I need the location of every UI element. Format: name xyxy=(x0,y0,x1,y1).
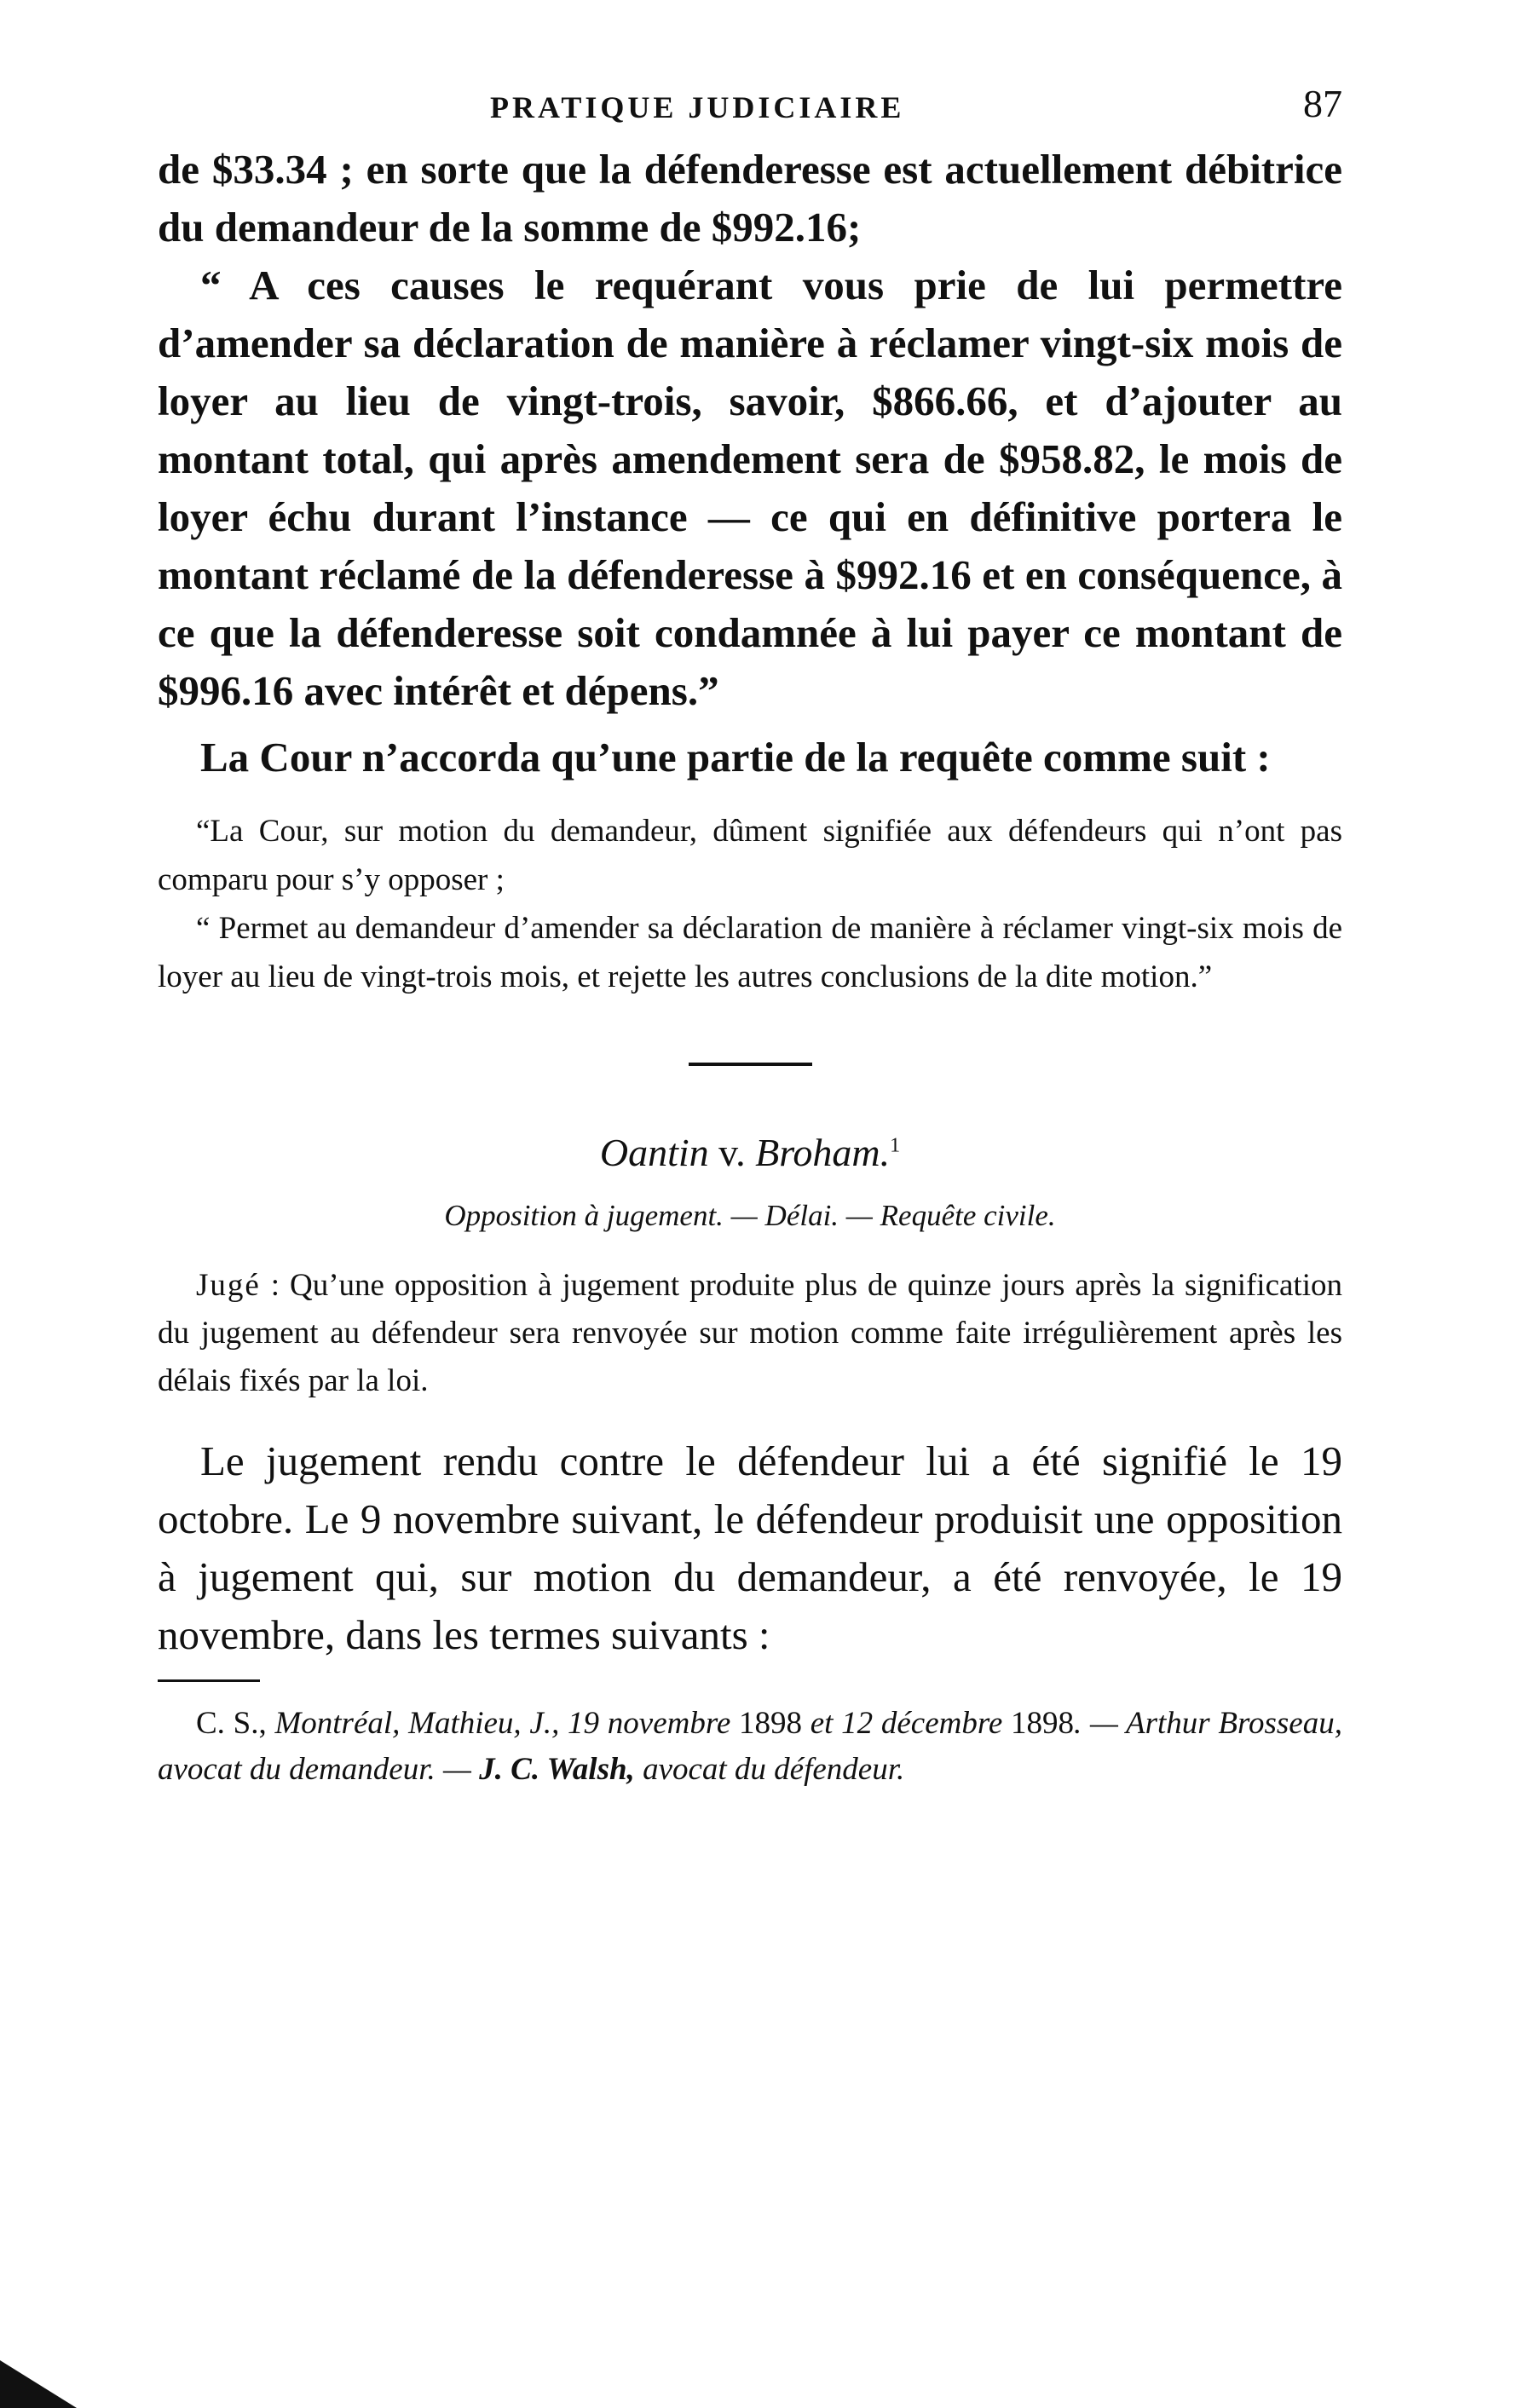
running-title: PRATIQUE JUDICIAIRE xyxy=(490,90,905,124)
narrative-paragraph: Le jugement rendu contre le défendeur lui a été signifié le 19 octobre. Le 9 novembre suivant, le défendeur produisit une opposition à jugement qui, sur motion du demandeur, a été renvoyée, le 19 novembre, dans les termes suivants : xyxy=(158,1437,1342,1658)
footnote-counsel-2-role: avocat du défendeur. xyxy=(634,1752,905,1787)
scan-corner-mark xyxy=(0,2360,77,2408)
case-plaintiff: Oantin xyxy=(599,1131,709,1174)
court-order-quote xyxy=(158,807,1342,1001)
body-paragraph-3: La Cour n’accorda qu’une partie de la requête comme suit : xyxy=(200,734,1271,781)
case-title xyxy=(158,1130,1342,1175)
holding-text: : Qu’une opposition à jugement produite plus de quinze jours après la signification du jugement au défendeur sera renvoyée sur motion comme faite irrégulièrement après les délais fixés par la loi. xyxy=(158,1268,1342,1398)
footnote-counsel-1: . — Arthur Brosseau, avocat du demandeur. — xyxy=(158,1706,1342,1787)
footnote-year-1: 1898 xyxy=(739,1706,803,1741)
footnote xyxy=(158,1701,1342,1793)
quote-paragraph-1: “La Cour, sur motion du demandeur, dûment signifiée aux défendeurs qui n’ont pas comparu pour s’y opposer ; xyxy=(158,814,1342,897)
footnote-court: C. S., xyxy=(196,1706,275,1741)
quote-paragraph-2: “ Permet au demandeur d’amender sa déclaration de manière à réclamer vingt-six mois de loyer au lieu de vingt-trois mois, et rejette les autres conclusions de la dite motion.” xyxy=(158,911,1342,994)
section-divider xyxy=(689,1063,812,1066)
holding-paragraph xyxy=(158,1262,1342,1405)
footnote-counsel-2-name: J. C. Walsh, xyxy=(479,1752,635,1787)
footnote-reference: 1 xyxy=(890,1134,901,1157)
body-paragraph-1: de $33.34 ; en sorte que la défenderesse est actuellement débitrice du demandeur de la somme de $992.16; xyxy=(158,146,1342,251)
case-subtitle: Opposition à jugement. — Délai. — Requête civile. xyxy=(444,1199,1056,1232)
body-paragraph-2: “ A ces causes le requérant vous prie de lui permettre d’amender sa déclaration de manière à réclamer vingt-six mois de loyer au lieu de vingt-trois, savoir, $866.66, et d’ajouter au montant total, qui après amendement sera de $958.82, le mois de loyer échu durant l’instance — ce qui en définitive portera le montant réclamé de la défenderesse à $992.16 et en conséquence, à ce que la défenderesse soit condamnée à lui payer ce montant de $996.16 avec intérêt et dépens.” xyxy=(158,262,1342,714)
footnote-place-judge: Montréal, Mathieu, J., 19 novembre xyxy=(274,1706,740,1741)
footnote-and: et 12 décembre xyxy=(802,1706,1012,1741)
holding-label: Jugé xyxy=(196,1268,261,1303)
book-page xyxy=(158,81,1342,1793)
case-defendant: Broham. xyxy=(755,1131,891,1174)
footnote-rule xyxy=(158,1679,260,1682)
page-number: 87 xyxy=(1303,82,1342,125)
running-head xyxy=(158,81,1342,141)
case-versus: v. xyxy=(718,1131,746,1174)
footnote-year-2: 1898 xyxy=(1011,1706,1075,1741)
